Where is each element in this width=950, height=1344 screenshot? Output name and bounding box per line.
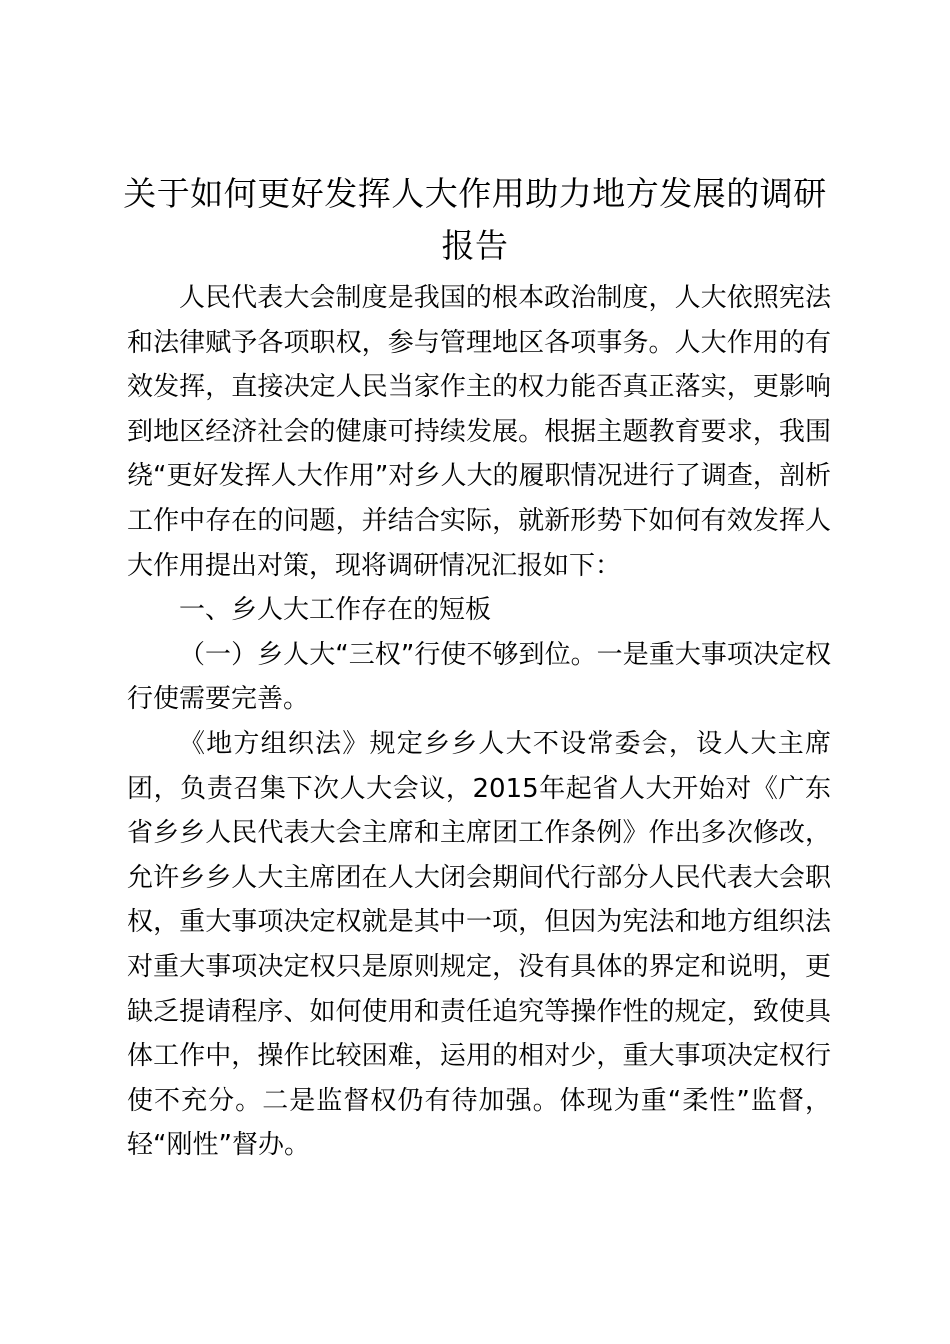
subsection-paragraph: （一）乡人大“三权”行使不够到位。一是重大事项决定权行使需要完善。: [127, 639, 831, 715]
document-title: 关于如何更好发挥人大作用助力地方发展的调研报告: [123, 174, 827, 265]
intro-paragraph: 人民代表大会制度是我国的根本政治制度，人大依照宪法和法律赋予各项职权，参与管理地区各项事务。人大作用的有效发挥，直接决定人民当家作主的权力能否真正落实，更影响到地区经济社会的健康可持续发展。根据主题教育要求，我围绕“更好发挥人大作用”对乡人大的履职情况进行了调查，剖析工作中存在的问题，并结合实际，就新形势下如何有效发挥人大作用提出对策，现将调研情况汇报如下：: [127, 283, 831, 581]
section-heading: 一、乡人大工作存在的短板: [179, 595, 492, 626]
body-paragraph: 《地方组织法》规定乡乡人大不设常委会，设人大主席团，负责召集下次人大会议，2015年起省人大开始对《广东省乡乡人民代表大会主席和主席团工作条例》作出多次修改，允许乡乡人大主席团在人大闭会期间代行部分人民代表大会职权，重大事项决定权就是其中一项，但因为宪法和地方组织法对重大事项决定权只是原则规定，没有具体的界定和说明，更缺乏提请程序、如何使用和责任追究等操作性的规定，致使具体工作中，操作比较困难，运用的相对少，重大事项决定权行使不充分。二是监督权仍有待加强。体现为重“柔性”监督，轻“刚性”督办。: [127, 728, 831, 1161]
document-body: [127, 276, 831, 1168]
